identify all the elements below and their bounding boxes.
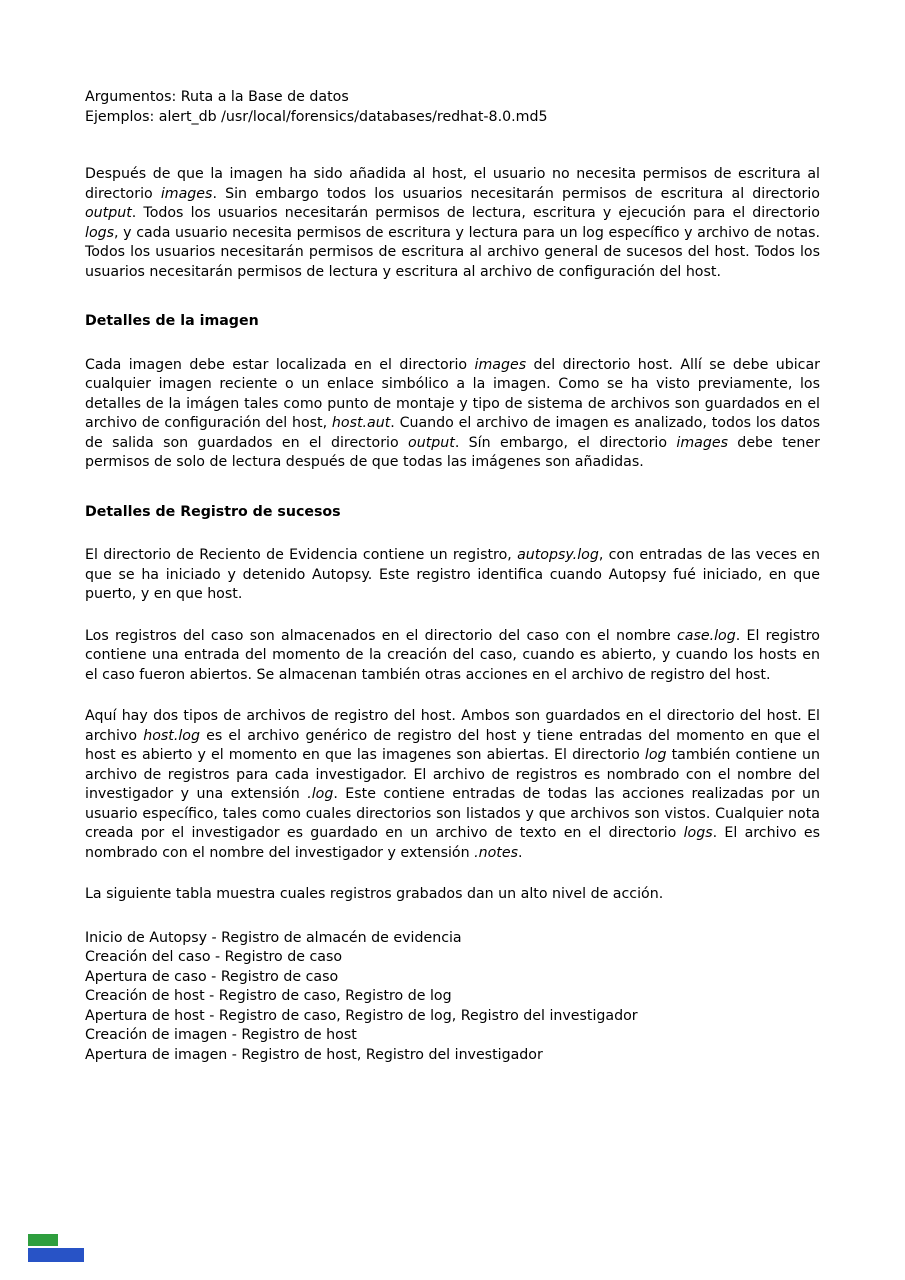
- italic-text: host.aut: [331, 415, 391, 431]
- list-item: Creación de imagen - Registro de host: [85, 1027, 357, 1043]
- text-run: . Este contiene entradas de todas las acciones realizadas por un usuario específico, tales como cuales directorios son listados y que archivos son vistos. Cualquier nota creada por el investigador es guardado en un archivo de texto en el directorio: [85, 786, 820, 841]
- italic-text: logs: [85, 224, 115, 241]
- host-log-paragraph: [85, 707, 820, 863]
- text-run: El directorio de Reciento de Evidencia contiene un registro,: [85, 547, 518, 563]
- corner-image-green-area: [28, 1234, 58, 1246]
- text-run: Los registros del caso son almacenados en el directorio del caso con el nombre: [85, 627, 677, 644]
- list-item: Creación del caso - Registro de caso: [85, 949, 343, 965]
- image-details-paragraph: [85, 356, 820, 473]
- text-run: Detalles de Registro de sucesos: [85, 503, 341, 520]
- text-run: Después de que la imagen ha sido añadida al host, el usuario no necesita permisos de escritura al directorio: [85, 166, 820, 202]
- text-run: . Todos los usuarios necesitarán permisos de lectura, escritura y ejecución para el directorio: [131, 205, 820, 221]
- corner-image-blue-area: [28, 1248, 84, 1262]
- text-run: debe tener permisos de solo de lectura después de que todas las imágenes son añadidas.: [85, 434, 820, 470]
- text-run: , y cada usuario necesita permisos de escritura y lectura para un log específico y archivo de notas. Todos los usuarios necesitarán permisos de escritura al archivo general de sucesos del host. Todos los usuarios necesitarán permisos de lectura y escritura al archivo de configuración del host.: [85, 224, 820, 280]
- examples-line: [85, 108, 820, 128]
- table-intro-paragraph: [85, 885, 820, 905]
- text-run: también contiene un archivo de registros para cada investigador. El archivo de registros es nombrado con el nombre del investigador y una extensión: [85, 747, 820, 802]
- log-mapping-list: [85, 929, 820, 1066]
- document-body: [85, 88, 820, 1065]
- italic-text: output: [408, 434, 455, 451]
- text-run: es el archivo genérico de registro del host y tiene entradas del momento en que el host es abierto y el momento en que las imagenes son abiertas. El directorio: [85, 727, 820, 763]
- text-run: . Sín embargo, el directorio: [454, 434, 677, 451]
- text-run: . El registro contiene una entrada del momento de la creación del caso, cuando es abierto, y cuando los hosts en el caso fueron abiertos. Se almacenan también otras acciones en el archivo de registro del host.: [85, 627, 820, 683]
- text-run: . El archivo es nombrado con el nombre del investigador y extensión: [85, 825, 820, 861]
- list-item: Apertura de imagen - Registro de host, Registro del investigador: [85, 1046, 543, 1063]
- text-run: Detalles de la imagen: [85, 313, 259, 329]
- italic-text: images: [474, 356, 527, 373]
- italic-text: images: [676, 434, 728, 451]
- italic-text: images: [160, 185, 213, 202]
- text-run: , con entradas de las veces en que se ha iniciado y detenido Autopsy. Este registro identifica cuando Autopsy fué iniciado, en que puerto, y en que host.: [85, 547, 820, 602]
- text-run: del directorio host. Allí se debe ubicar cualquier imagen reciente o un enlace simbólico a la imagen. Como se ha visto previamente, los detalles de la imágen tales como punto de montaje y tipo de sistema de archivos son guardados en el archivo de configuración del host,: [85, 356, 820, 431]
- text-run: La siguiente tabla muestra cuales registros grabados dan un alto nivel de acción.: [85, 886, 664, 902]
- permissions-paragraph: [85, 165, 820, 282]
- text-run: Cada imagen debe estar localizada en el directorio: [85, 356, 475, 373]
- italic-text: output: [85, 205, 132, 221]
- image-details-heading: [85, 312, 820, 332]
- page-corner-image: [28, 1234, 90, 1262]
- arguments-line: [85, 88, 820, 108]
- autopsy-log-paragraph: [85, 546, 820, 605]
- text-run: Ejemplos: alert_db /usr/local/forensics/databases/redhat-8.0.md5: [85, 108, 548, 125]
- text-run: Aquí hay dos tipos de archivos de registro del host. Ambos son guardados en el directorio del host. El archivo: [85, 708, 820, 744]
- text-run: . Sin embargo todos los usuarios necesitarán permisos de escritura al directorio: [212, 185, 820, 202]
- italic-text: logs: [683, 825, 713, 841]
- list-item: Creación de host - Registro de caso, Registro de log: [85, 988, 452, 1004]
- event-log-details-heading: [85, 503, 820, 523]
- italic-text: log: [644, 747, 667, 763]
- italic-text: case.log: [676, 627, 736, 644]
- text-run: .: [517, 844, 523, 861]
- italic-text: .notes: [474, 844, 518, 861]
- text-run: Argumentos: Ruta a la Base de datos: [85, 89, 349, 105]
- text-run: . Cuando el archivo de imagen es analizado, todos los datos de salida son guardados en el directorio: [85, 415, 820, 451]
- list-item: Inicio de Autopsy - Registro de almacén de evidencia: [85, 929, 462, 946]
- case-log-paragraph: [85, 627, 820, 686]
- list-item: Apertura de host - Registro de caso, Registro de log, Registro del investigador: [85, 1007, 638, 1024]
- list-item: Apertura de caso - Registro de caso: [85, 968, 339, 985]
- italic-text: .log: [307, 786, 334, 802]
- italic-text: autopsy.log: [517, 547, 599, 563]
- italic-text: host.log: [143, 727, 200, 744]
